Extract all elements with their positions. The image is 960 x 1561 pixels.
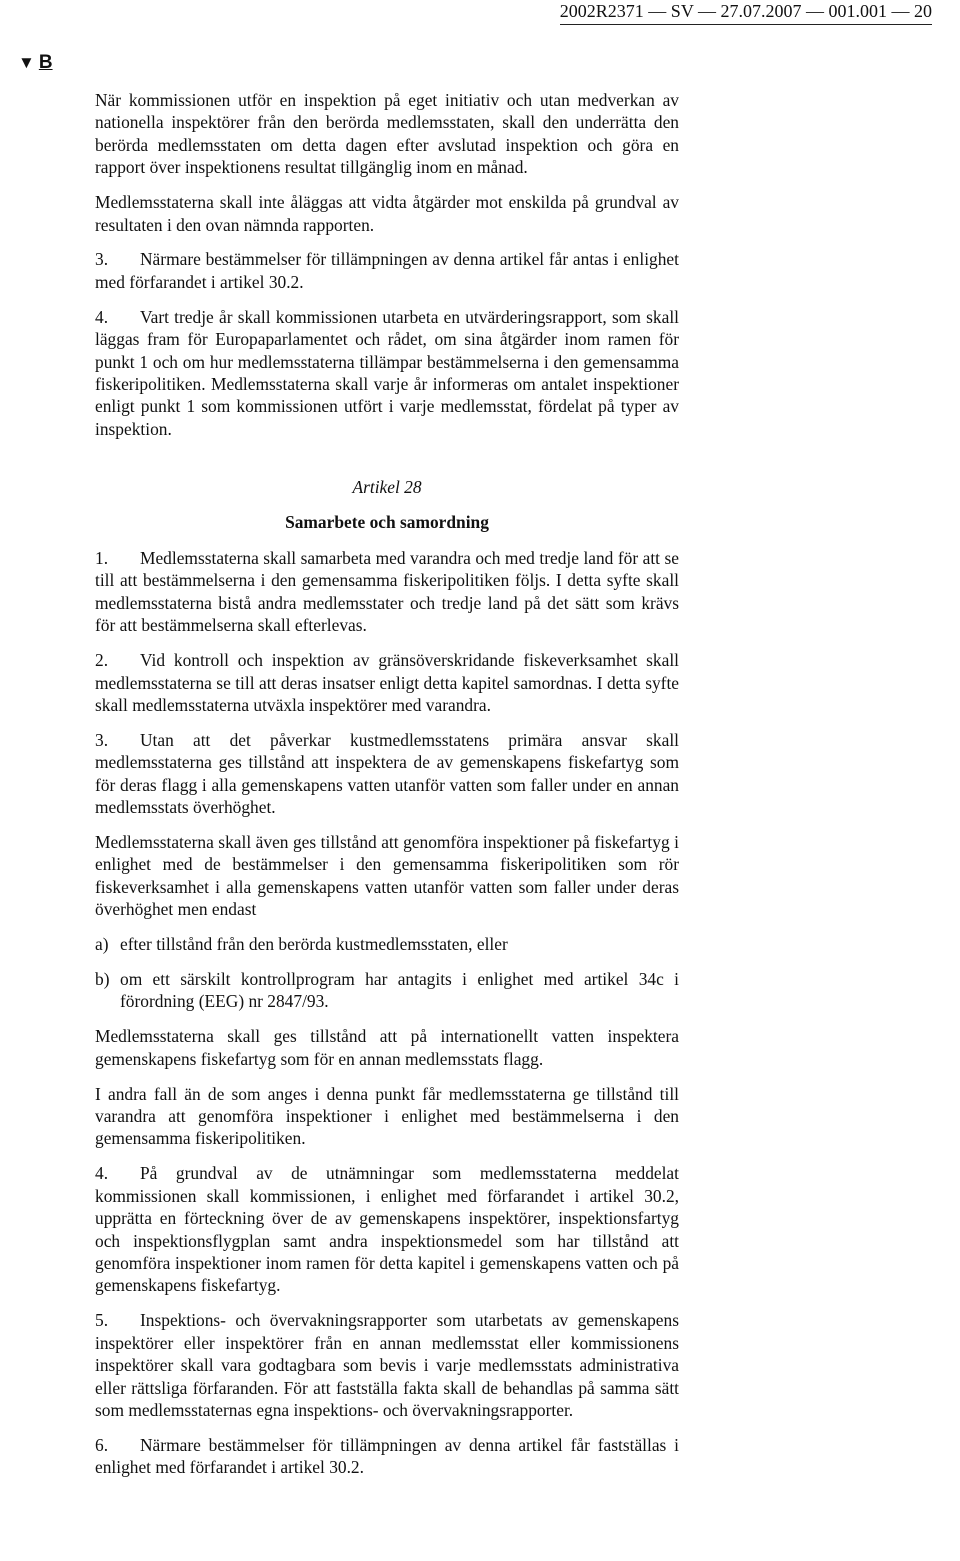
paragraph-text: Utan att det påverkar kustmedlemsstatens primära ansvar skall medlemsstaterna ges tillstånd att inspektera de av gemenskapens fiskefartyg som för deras flagg i alla gemenskapens vatten utanför vatten som faller under en annan medlemsstats överhöghet. <box>95 729 679 818</box>
list-item-label: b) <box>95 969 110 989</box>
paragraph-number: 2. <box>95 650 109 671</box>
paragraph-number: 1. <box>95 548 109 568</box>
amendment-marker <box>18 52 53 74</box>
paragraph-no-obligation: Medlemsstaterna skall inte åläggas att vidta åtgärder mot enskilda på grundval av resultaten i den ovan nämnda rapporten. <box>95 192 679 235</box>
article28-paragraph-1 <box>95 547 679 637</box>
article-number: Artikel 28 <box>352 477 422 498</box>
paragraph-text: Vid kontroll och inspektion av gränsöverskridande fiskeverksamhet skall medlemsstaterna se till att deras insatser enligt detta kapitel samordnas. I detta syfte skall medlemsstaterna utväxla inspektörer med varandra. <box>95 650 679 715</box>
paragraph-text: Närmare bestämmelser för tillämpningen av denna artikel får antas i enlighet med förfarandet i artikel 30.2. <box>95 249 679 292</box>
paragraph-text: På grundval av de utnämningar som medlemsstaterna meddelat kommissionen skall kommissionen, i enlighet med förfarandet i artikel 30.2, upprätta en förteckning över de av gemenskapens inspektörer, inspektionsfartyg och inspektionsflygplan samt andra inspektionsmedel som har tillstånd att genomföra inspektioner inom ramen för detta kapitel i gemenskapens vatten och på gemenskapens fiskefartyg. <box>95 1163 679 1296</box>
article28-paragraph-3-sub-3: I andra fall än de som anges i denna punkt får medlemsstaterna ge tillstånd till varandra att genomföra inspektioner i enlighet med bestämmelserna i den gemensamma fiskeripolitiken. <box>95 1083 679 1149</box>
paragraph-number: 6. <box>95 1434 109 1455</box>
paragraph-commission-inspection: När kommissionen utför en inspektion på eget initiativ och utan medverkan av nationella inspektörer från den berörda medlemsstaten, skall den underrätta den berörda medlemsstaten om detta dagen efter avslutad inspektion och göra en rapport över inspektionens resultat tillgänglig inom en månad. <box>95 90 679 178</box>
header-reference: 2002R2371 — SV — 27.07.2007 — 001.001 — 20 <box>559 1 932 21</box>
paragraph-text: Vart tredje år skall kommissionen utarbeta en utvärderingsrapport, som skall läggas fram för Europaparlamentet och rådet, om sina åtgärder inom ramen för punkt 1 och om hur medlemsstaterna tillämpar bestämmelserna i den gemensamma fiskeripolitiken. Medlemsstaterna skall varje år informeras om antalet inspektioner enligt punkt 1 som kommissionen utfört i varje medlemsstat, fördelat på typer av inspektion. <box>95 306 679 439</box>
page-header <box>560 0 932 25</box>
triangle-down-icon: ▼ <box>18 53 35 72</box>
paragraph-text: Medlemsstaterna skall samarbeta med varandra och med tredje land för att se till att bestämmelserna i den gemensamma fiskeripolitiken följs. I detta syfte skall medlemsstaterna bistå andra medlemsstater och tredje land på det sätt som krävs för att bestämmelserna skall efterlevas. <box>95 548 679 636</box>
article28-paragraph-5 <box>95 1309 679 1421</box>
paragraph-number: 4. <box>95 1163 109 1184</box>
article-title: Samarbete och samordning <box>285 511 489 532</box>
article28-paragraph-3-sub-2: Medlemsstaterna skall ges tillstånd att på internationellt vatten inspektera gemenskapens fiskefartyg som för en annan medlemsstats flagg. <box>95 1026 679 1069</box>
list-item-text: om ett särskilt kontrollprogram har antagits i enlighet med artikel 34c i förordning (EEG) nr 2847/93. <box>120 969 679 1012</box>
paragraph-3 <box>95 248 679 293</box>
article28-paragraph-6 <box>95 1434 679 1479</box>
paragraph-text: Inspektions- och övervakningsrapporter som utarbetats av gemenskapens inspektörer eller inspektörer från en annan medlemsstat eller kommissionens inspektörer skall vara godtagbara som bevis i varje medlemsstats administrativa eller rättsliga förfaranden. För att fastställa fakta skall de behandlas på samma sätt som medlemsstaternas egna inspektions- och övervakningsrapporter. <box>95 1310 679 1420</box>
paragraph-text: Närmare bestämmelser för tillämpningen av denna artikel får fastställas i enlighet med förfarandet i artikel 30.2. <box>95 1434 679 1478</box>
paragraph-number: 5. <box>95 1310 109 1331</box>
article28-paragraph-3 <box>95 729 679 819</box>
paragraph-4 <box>95 306 679 440</box>
list-item-b <box>95 968 679 1013</box>
paragraph-number: 4. <box>95 306 109 327</box>
list-item-label: a) <box>95 934 109 955</box>
article28-paragraph-4 <box>95 1162 679 1296</box>
paragraph-number: 3. <box>95 249 109 270</box>
paragraph-number: 3. <box>95 729 109 750</box>
article28-paragraph-3-sub-1: Medlemsstaterna skall även ges tillstånd att genomföra inspektioner på fiskefartyg i enlighet med de bestämmelser i den gemensamma fiskeripolitiken som rör fiskeverksamhet i alla gemenskapens vatten utanför vatten som faller under deras överhöghet men endast <box>95 831 679 920</box>
article28-paragraph-2 <box>95 649 679 716</box>
list-item-text: efter tillstånd från den berörda kustmedlemsstaten, eller <box>120 934 508 955</box>
amendment-marker-label: B <box>38 52 53 73</box>
document-body <box>95 89 679 1491</box>
list-item-a <box>95 933 679 955</box>
